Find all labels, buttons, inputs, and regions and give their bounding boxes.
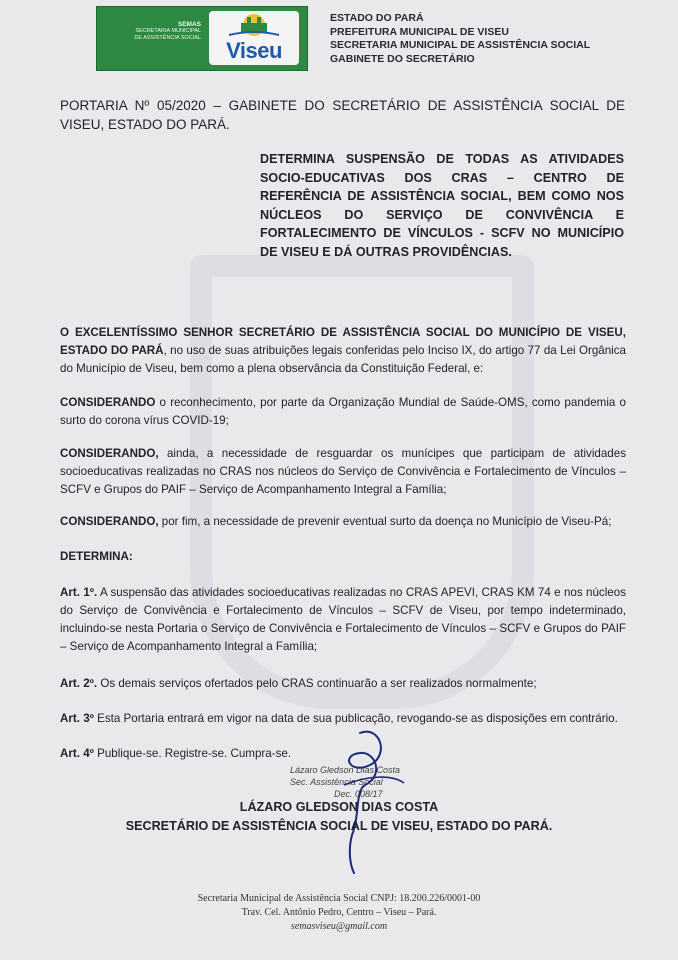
header-line-gabinete: GABINETE DO SECRETÁRIO <box>330 52 475 65</box>
article-2-text: Os demais serviços ofertados pelo CRAS continuarão a ser realizados normalmente; <box>97 677 537 690</box>
article-3-label: Art. 3º <box>60 712 94 725</box>
article-1-text: A suspensão das atividades socioeducativas realizadas no CRAS APEVI, CRAS KM 74 e nos núcleos do Serviço de Convivência e Fortalecimento de Vínculos – SCFV de Viseu, por tempo indeterminado, incluindo-se nesta Portaria o Serviço de Convivência e Fortalecimento de Vínculos – SCFV e Grupos do PAIF – Serviço de Acompanhamento Integral a Família; <box>60 586 627 653</box>
article-1-label: Art. 1º. <box>60 586 98 599</box>
footer-cnpj: Secretaria Municipal de Assistência Social CNPJ: 18.200.226/0001-00 <box>197 893 481 904</box>
determina-heading <box>60 548 626 566</box>
considerando-1-text: o reconhecimento, por parte da Organização Mundial de Saúde-OMS, como pandemia o surto do corona vírus COVID-19; <box>60 396 626 427</box>
ementa: DETERMINA SUSPENSÃO DE TODAS AS ATIVIDADES SOCIO-EDUCATIVAS DOS CRAS – CENTRO DE REFERÊNCIA DE ASSISTÊNCIA SOCIAL, BEM COMO NOS NÚCLEOS DO SERVIÇO DE CONVIVÊNCIA E FORTALECIMENTO DE VÍNCULOS - SCFV NO MUNICÍPIO DE VISEU E DÁ OUTRAS PROVIDÊNCIAS. <box>260 152 624 259</box>
considerando-1-bold: CONSIDERANDO <box>60 396 156 409</box>
article-1 <box>60 584 626 656</box>
header-line-prefeitura: PREFEITURA MUNICIPAL DE VISEU <box>330 25 509 38</box>
considerando-3 <box>60 513 626 531</box>
footer-address: Trav. Cel. Antônio Pedro, Centro – Viseu – Pará. <box>241 907 437 918</box>
portaria-title: PORTARIA Nº 05/2020 – GABINETE DO SECRETÁRIO DE ASSISTÊNCIA SOCIAL DE VISEU, ESTADO DO PARÁ. <box>60 98 625 132</box>
article-3-text: Esta Portaria entrará em vigor na data de sua publicação, revogando-se as disposições em contrário. <box>93 712 618 725</box>
viseu-logo <box>209 11 299 65</box>
considerando-3-text: por fim, a necessidade de prevenir eventual surto da doença no Município de Viseu-Pá; <box>158 515 612 528</box>
considerando-1 <box>60 394 626 430</box>
header-institution <box>330 12 590 66</box>
preamble-paragraph <box>60 324 626 378</box>
considerando-2-bold: CONSIDERANDO, <box>60 447 159 460</box>
article-2 <box>60 675 626 693</box>
article-4-label: Art. 4º <box>60 747 94 760</box>
stamp-decree: Dec. 008/17 <box>334 789 383 799</box>
considerando-2-text: ainda, a necessidade de resguardar os munícipes que participam de atividades socioeducativas realizadas no CRAS nos núcleos do Serviço de Convivência e Fortalecimento de Vínculos – SCFV e Grupos do PAIF – Serviço de Acompanhamento Integral a Família; <box>60 447 626 496</box>
viseu-logo-word: Viseu <box>226 38 282 63</box>
stamp-name: Lázaro Gledson Dias Costa <box>290 765 401 775</box>
article-4-text: Publique-se. Registre-se. Cumpra-se. <box>93 747 292 760</box>
preamble-text: , no uso de suas atribuições legais conferidas pelo Inciso IX, do artigo 77 da Lei Orgânica do Município de Viseu, bem como a plena observância da Constituição Federal, e: <box>60 344 626 375</box>
semas-acronym: SEMAS <box>177 21 201 28</box>
semas-line3: DE ASSISTÊNCIA SOCIAL <box>134 35 201 41</box>
preamble-bold: O EXCELENTÍSSIMO SENHOR SECRETÁRIO DE ASSISTÊNCIA SOCIAL DO MUNICÍPIO DE VISEU, ESTADO DO PARÁ <box>60 326 626 357</box>
article-2-label: Art. 2º. <box>60 677 98 690</box>
header-line-secretaria: SECRETARIA MUNICIPAL DE ASSISTÊNCIA SOCIAL <box>330 39 591 51</box>
signer-name: LÁZARO GLEDSON DIAS COSTA <box>239 800 439 814</box>
semas-logo-text <box>103 21 201 42</box>
signer-role: SECRETÁRIO DE ASSISTÊNCIA SOCIAL DE VISEU, ESTADO DO PARÁ. <box>125 819 553 833</box>
considerando-2 <box>60 445 626 499</box>
header-logo-banner <box>96 6 308 71</box>
city-crest-icon <box>209 11 299 41</box>
semas-line2: SECRETARIA MUNICIPAL <box>135 28 201 34</box>
footer-email: semasviseu@gmail.com <box>290 921 388 932</box>
considerando-3-bold: CONSIDERANDO, <box>60 515 159 528</box>
stamp-role: Sec. Assistência Social <box>290 777 383 787</box>
header-line-state: ESTADO DO PARÁ <box>330 12 424 24</box>
determina-label: DETERMINA: <box>60 550 133 563</box>
